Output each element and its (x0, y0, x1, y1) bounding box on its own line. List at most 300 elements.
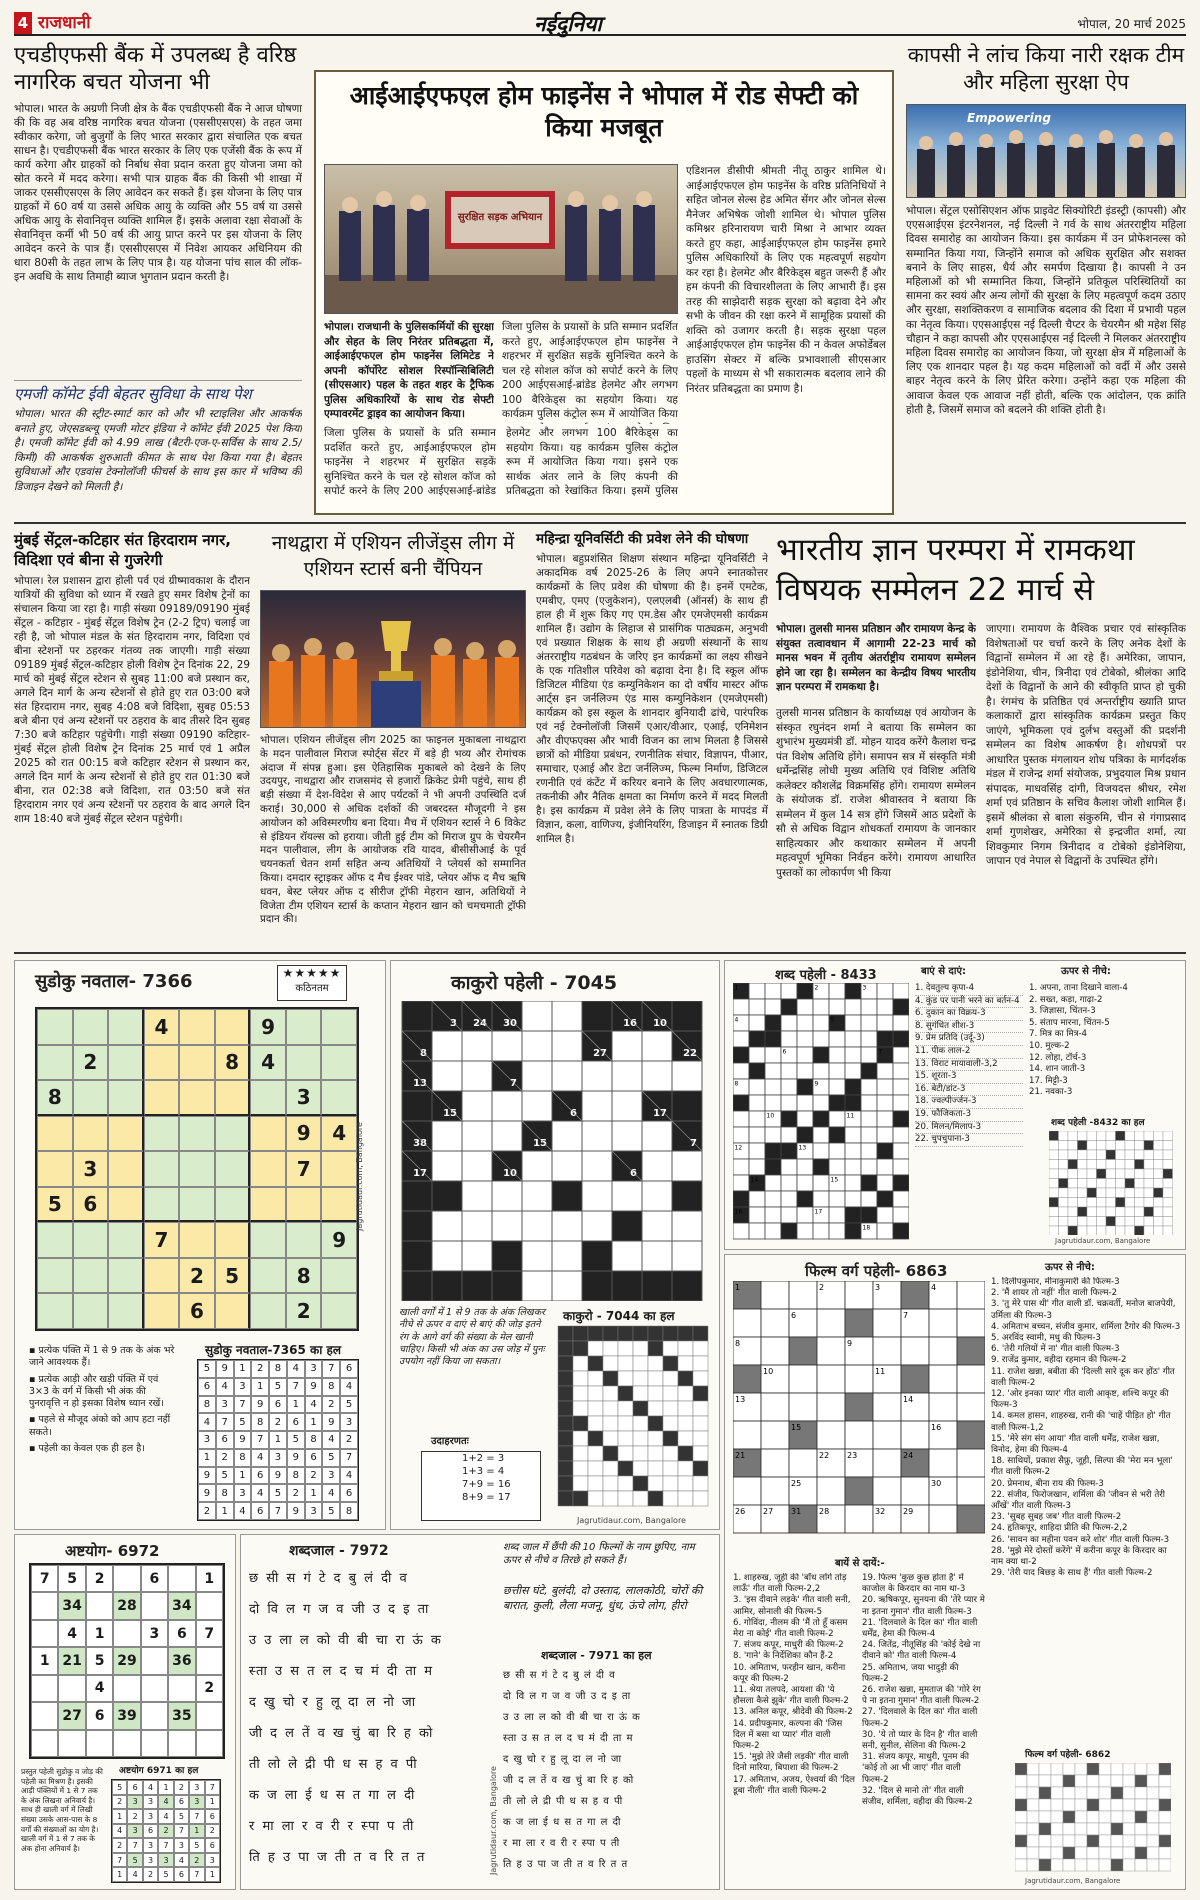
sudoku-cell[interactable] (37, 1151, 73, 1187)
kakuro-cell[interactable] (642, 1181, 672, 1211)
sudoku-cell[interactable] (73, 1009, 109, 1045)
sudoku-cell[interactable] (321, 1151, 357, 1187)
film-cell[interactable] (873, 1337, 901, 1365)
crossword-cell[interactable] (781, 1127, 797, 1143)
ashtayog-cell[interactable] (113, 1675, 140, 1702)
film-cell[interactable] (817, 1393, 845, 1421)
film-cell[interactable] (929, 1309, 957, 1337)
sudoku-cell[interactable] (321, 1045, 357, 1081)
ashtayog-cell[interactable] (113, 1565, 140, 1592)
crossword-cell[interactable] (765, 999, 781, 1015)
sudoku-cell[interactable] (286, 1045, 322, 1081)
crossword-cell[interactable] (781, 1063, 797, 1079)
crossword-cell[interactable] (733, 1063, 749, 1079)
ashtayog-cell[interactable] (196, 1702, 223, 1729)
crossword-cell[interactable] (829, 999, 845, 1015)
ashtayog-cell[interactable]: 3 (141, 1620, 168, 1647)
crossword-cell[interactable] (829, 1159, 845, 1175)
kakuro-cell[interactable] (552, 1241, 582, 1271)
crossword-cell[interactable] (893, 983, 909, 999)
crossword-cell[interactable] (829, 1031, 845, 1047)
ashtayog-cell[interactable] (196, 1730, 223, 1757)
sudoku-cell[interactable] (37, 1222, 73, 1258)
crossword-cell[interactable] (893, 1015, 909, 1031)
kakuro-cell[interactable] (462, 1181, 492, 1211)
crossword-cell[interactable] (893, 1159, 909, 1175)
crossword-cell[interactable] (733, 1127, 749, 1143)
kakuro-cell[interactable] (582, 1121, 612, 1151)
crossword-cell[interactable] (829, 1111, 845, 1127)
kakuro-cell[interactable] (462, 1121, 492, 1151)
crossword-cell[interactable] (765, 1127, 781, 1143)
crossword-cell[interactable] (813, 1031, 829, 1047)
kakuro-cell[interactable] (462, 1031, 492, 1061)
ashtayog-cell[interactable]: 6 (141, 1565, 168, 1592)
ashtayog-cell[interactable]: 4 (86, 1675, 113, 1702)
crossword-cell[interactable] (733, 1175, 749, 1191)
film-cell[interactable] (957, 1309, 985, 1337)
crossword-cell[interactable] (893, 1095, 909, 1111)
crossword-cell[interactable] (861, 1159, 877, 1175)
kakuro-cell[interactable] (582, 1151, 612, 1181)
crossword-cell[interactable] (845, 1143, 861, 1159)
ashtayog-cell[interactable]: 1 (196, 1565, 223, 1592)
crossword-cell[interactable] (893, 1207, 909, 1223)
crossword-cell[interactable] (781, 1175, 797, 1191)
sudoku-cell[interactable] (108, 1009, 144, 1045)
kakuro-cell[interactable] (522, 1151, 552, 1181)
crossword-cell[interactable] (877, 1175, 893, 1191)
sudoku-cell[interactable]: 3 (73, 1151, 109, 1187)
crossword-cell[interactable] (877, 1207, 893, 1223)
crossword-cell[interactable] (781, 1207, 797, 1223)
crossword-cell[interactable] (733, 1223, 749, 1239)
sudoku-cell[interactable] (286, 1009, 322, 1045)
sudoku-cell[interactable] (250, 1080, 286, 1116)
kakuro-cell[interactable] (612, 1241, 642, 1271)
crossword-cell[interactable] (861, 1095, 877, 1111)
sudoku-cell[interactable] (144, 1045, 180, 1081)
ashtayog-cell[interactable]: 29 (113, 1647, 140, 1674)
crossword-cell[interactable] (749, 983, 765, 999)
film-cell[interactable] (817, 1421, 845, 1449)
crossword-cell[interactable] (861, 1047, 877, 1063)
kakuro-cell[interactable] (582, 1061, 612, 1091)
sudoku-cell[interactable] (179, 1080, 215, 1116)
kakuro-cell[interactable] (522, 1061, 552, 1091)
crossword-cell[interactable] (829, 1047, 845, 1063)
kakuro-cell[interactable] (612, 1091, 642, 1121)
sudoku-cell[interactable] (108, 1293, 144, 1329)
sudoku-cell[interactable]: 9 (321, 1222, 357, 1258)
kakuro-cell[interactable] (672, 1211, 702, 1241)
ashtayog-cell[interactable] (31, 1620, 58, 1647)
ashtayog-cell[interactable] (31, 1730, 58, 1757)
crossword-cell[interactable] (845, 1047, 861, 1063)
kakuro-cell[interactable] (642, 1211, 672, 1241)
crossword-cell[interactable] (781, 1015, 797, 1031)
sudoku-cell[interactable] (286, 1187, 322, 1223)
film-cell[interactable] (817, 1365, 845, 1393)
crossword-cell[interactable] (797, 1207, 813, 1223)
crossword-cell[interactable] (861, 1079, 877, 1095)
crossword-cell[interactable] (813, 1175, 829, 1191)
sudoku-cell[interactable] (144, 1293, 180, 1329)
sudoku-cell[interactable] (250, 1293, 286, 1329)
crossword-cell[interactable] (813, 1015, 829, 1031)
sudoku-cell[interactable] (250, 1258, 286, 1294)
film-cell[interactable] (817, 1337, 845, 1365)
crossword-cell[interactable] (861, 1143, 877, 1159)
ashtayog-cell[interactable] (196, 1647, 223, 1674)
ashtayog-cell[interactable] (58, 1730, 85, 1757)
crossword-cell[interactable] (797, 1015, 813, 1031)
film-cell[interactable] (789, 1365, 817, 1393)
sudoku-cell[interactable] (144, 1258, 180, 1294)
film-cell[interactable] (789, 1393, 817, 1421)
sudoku-cell[interactable]: 4 (144, 1009, 180, 1045)
sudoku-cell[interactable] (286, 1222, 322, 1258)
film-cell[interactable] (957, 1449, 985, 1477)
ashtayog-cell[interactable]: 34 (58, 1592, 85, 1619)
sudoku-cell[interactable] (179, 1151, 215, 1187)
film-cell[interactable] (929, 1505, 957, 1533)
sudoku-cell[interactable] (215, 1009, 251, 1045)
kakuro-cell[interactable] (432, 1121, 462, 1151)
sudoku-cell[interactable] (215, 1116, 251, 1152)
sudoku-cell[interactable] (108, 1151, 144, 1187)
word-search-grid[interactable] (249, 1563, 475, 1883)
ashtayog-cell[interactable] (141, 1675, 168, 1702)
sudoku-cell[interactable] (215, 1151, 251, 1187)
ashtayog-cell[interactable]: 7 (196, 1620, 223, 1647)
sudoku-cell[interactable] (179, 1187, 215, 1223)
sudoku-cell[interactable] (144, 1080, 180, 1116)
crossword-cell[interactable] (781, 1159, 797, 1175)
kakuro-cell[interactable] (432, 1151, 462, 1181)
crossword-cell[interactable] (845, 1015, 861, 1031)
ashtayog-cell[interactable] (113, 1730, 140, 1757)
crossword-cell[interactable] (861, 1031, 877, 1047)
sudoku-cell[interactable]: 9 (286, 1116, 322, 1152)
film-cell[interactable] (957, 1393, 985, 1421)
sudoku-cell[interactable]: 3 (286, 1080, 322, 1116)
ashtayog-cell[interactable]: 5 (86, 1647, 113, 1674)
crossword-cell[interactable] (733, 1111, 749, 1127)
crossword-cell[interactable] (749, 1111, 765, 1127)
sudoku-cell[interactable] (179, 1045, 215, 1081)
crossword-cell[interactable] (765, 1047, 781, 1063)
film-cell[interactable] (761, 1421, 789, 1449)
crossword-cell[interactable] (877, 1223, 893, 1239)
sudoku-cell[interactable]: 8 (37, 1080, 73, 1116)
crossword-cell[interactable] (765, 1175, 781, 1191)
kakuro-cell[interactable] (612, 1031, 642, 1061)
sudoku-cell[interactable] (250, 1151, 286, 1187)
crossword-cell[interactable] (765, 1095, 781, 1111)
kakuro-cell[interactable] (582, 1091, 612, 1121)
crossword-cell[interactable] (749, 1191, 765, 1207)
kakuro-cell[interactable] (462, 1091, 492, 1121)
crossword-cell[interactable] (845, 1175, 861, 1191)
ashtayog-cell[interactable] (141, 1592, 168, 1619)
crossword-cell[interactable] (813, 1143, 829, 1159)
film-cell[interactable] (929, 1337, 957, 1365)
film-cell[interactable] (957, 1281, 985, 1309)
crossword-cell[interactable] (813, 1223, 829, 1239)
kakuro-cell[interactable] (432, 1031, 462, 1061)
kakuro-cell[interactable] (522, 1001, 552, 1031)
sudoku-cell[interactable] (108, 1080, 144, 1116)
kakuro-cell[interactable] (522, 1091, 552, 1121)
sudoku-cell[interactable] (73, 1116, 109, 1152)
sudoku-cell[interactable] (73, 1258, 109, 1294)
film-cell[interactable] (929, 1449, 957, 1477)
sudoku-cell[interactable]: 2 (73, 1045, 109, 1081)
crossword-cell[interactable] (829, 983, 845, 999)
sudoku-cell[interactable] (37, 1258, 73, 1294)
ashtayog-cell[interactable]: 35 (168, 1702, 195, 1729)
crossword-cell[interactable] (813, 999, 829, 1015)
crossword-cell[interactable] (797, 1047, 813, 1063)
ashtayog-cell[interactable]: 36 (168, 1647, 195, 1674)
crossword-cell[interactable] (877, 983, 893, 999)
crossword-cell[interactable] (765, 1063, 781, 1079)
film-cell[interactable] (873, 1449, 901, 1477)
ashtayog-cell[interactable]: 6 (168, 1620, 195, 1647)
sudoku-cell[interactable] (144, 1151, 180, 1187)
crossword-cell[interactable] (829, 1207, 845, 1223)
sudoku-cell[interactable] (108, 1258, 144, 1294)
sudoku-grid[interactable] (35, 1007, 359, 1331)
film-cell[interactable] (901, 1421, 929, 1449)
crossword-cell[interactable] (781, 1191, 797, 1207)
film-cell[interactable] (873, 1421, 901, 1449)
kakuro-cell[interactable] (432, 1061, 462, 1091)
film-cell[interactable] (789, 1449, 817, 1477)
sudoku-cell[interactable] (215, 1080, 251, 1116)
crossword-cell[interactable] (765, 983, 781, 999)
ashtayog-cell[interactable]: 4 (58, 1620, 85, 1647)
kakuro-cell[interactable] (462, 1241, 492, 1271)
kakuro-cell[interactable] (462, 1151, 492, 1181)
crossword-cell[interactable] (861, 1191, 877, 1207)
sudoku-cell[interactable]: 5 (215, 1258, 251, 1294)
film-cell[interactable] (845, 1421, 873, 1449)
crossword-cell[interactable] (877, 1127, 893, 1143)
ashtayog-cell[interactable]: 7 (31, 1565, 58, 1592)
crossword-cell[interactable] (877, 1063, 893, 1079)
kakuro-cell[interactable] (492, 1091, 522, 1121)
ashtayog-cell[interactable]: 27 (58, 1702, 85, 1729)
crossword-cell[interactable] (765, 1079, 781, 1095)
kakuro-cell[interactable] (612, 1181, 642, 1211)
kakuro-cell[interactable] (492, 1181, 522, 1211)
sudoku-cell[interactable]: 5 (37, 1187, 73, 1223)
kakuro-cell[interactable] (462, 1061, 492, 1091)
kakuro-cell[interactable] (642, 1121, 672, 1151)
sudoku-cell[interactable]: 8 (286, 1258, 322, 1294)
film-cell[interactable] (733, 1421, 761, 1449)
sudoku-cell[interactable]: 2 (286, 1293, 322, 1329)
crossword-cell[interactable] (733, 1159, 749, 1175)
sudoku-cell[interactable]: 2 (179, 1258, 215, 1294)
crossword-cell[interactable] (845, 1063, 861, 1079)
crossword-cell[interactable] (893, 1063, 909, 1079)
ashtayog-cell[interactable] (168, 1730, 195, 1757)
crossword-cell[interactable] (845, 1159, 861, 1175)
kakuro-cell[interactable] (552, 1151, 582, 1181)
sudoku-cell[interactable] (108, 1222, 144, 1258)
film-cell[interactable] (761, 1477, 789, 1505)
kakuro-cell[interactable] (642, 1241, 672, 1271)
kakuro-cell[interactable] (552, 1001, 582, 1031)
sudoku-cell[interactable] (37, 1045, 73, 1081)
crossword-cell[interactable] (893, 1127, 909, 1143)
sudoku-cell[interactable]: 6 (73, 1187, 109, 1223)
kakuro-cell[interactable] (672, 1241, 702, 1271)
film-cell[interactable] (901, 1337, 929, 1365)
crossword-cell[interactable] (893, 1079, 909, 1095)
sudoku-cell[interactable] (250, 1187, 286, 1223)
crossword-cell[interactable] (749, 1223, 765, 1239)
film-cell[interactable] (957, 1477, 985, 1505)
kakuro-cell[interactable] (642, 1031, 672, 1061)
ashtayog-cell[interactable]: 28 (113, 1592, 140, 1619)
crossword-cell[interactable] (829, 1143, 845, 1159)
crossword-cell[interactable] (733, 1031, 749, 1047)
ashtayog-grid[interactable] (29, 1563, 225, 1759)
kakuro-cell[interactable] (522, 1181, 552, 1211)
sudoku-cell[interactable] (37, 1116, 73, 1152)
crossword-cell[interactable] (813, 1191, 829, 1207)
crossword-cell[interactable] (797, 1223, 813, 1239)
crossword-cell[interactable] (781, 983, 797, 999)
ashtayog-cell[interactable] (141, 1702, 168, 1729)
kakuro-cell[interactable] (522, 1241, 552, 1271)
ashtayog-cell[interactable]: 5 (58, 1565, 85, 1592)
crossword-cell[interactable] (781, 1079, 797, 1095)
ashtayog-cell[interactable] (141, 1647, 168, 1674)
ashtayog-cell[interactable] (168, 1675, 195, 1702)
kakuro-cell[interactable] (522, 1031, 552, 1061)
crossword-cell[interactable] (749, 1127, 765, 1143)
film-cell[interactable] (845, 1505, 873, 1533)
sudoku-cell[interactable] (250, 1222, 286, 1258)
crossword-cell[interactable] (749, 1095, 765, 1111)
sudoku-cell[interactable]: 8 (215, 1045, 251, 1081)
ashtayog-cell[interactable] (31, 1702, 58, 1729)
crossword-cell[interactable] (829, 1063, 845, 1079)
crossword-cell[interactable] (877, 1079, 893, 1095)
kakuro-cell[interactable] (642, 1061, 672, 1091)
sudoku-cell[interactable] (73, 1080, 109, 1116)
kakuro-cell[interactable] (582, 1211, 612, 1241)
crossword-cell[interactable] (829, 1079, 845, 1095)
film-cell[interactable] (733, 1309, 761, 1337)
film-cell[interactable] (957, 1365, 985, 1393)
crossword-cell[interactable] (781, 1031, 797, 1047)
crossword-cell[interactable] (749, 999, 765, 1015)
sudoku-cell[interactable]: 6 (179, 1293, 215, 1329)
kakuro-cell[interactable] (432, 1211, 462, 1241)
kakuro-cell[interactable] (552, 1061, 582, 1091)
crossword-cell[interactable] (797, 1095, 813, 1111)
sudoku-cell[interactable]: 9 (250, 1009, 286, 1045)
film-cell[interactable] (789, 1281, 817, 1309)
crossword-cell[interactable] (749, 1047, 765, 1063)
kakuro-cell[interactable] (582, 1181, 612, 1211)
crossword-cell[interactable] (877, 1111, 893, 1127)
kakuro-cell[interactable] (612, 1121, 642, 1151)
crossword-cell[interactable] (861, 999, 877, 1015)
crossword-grid[interactable] (733, 983, 909, 1247)
crossword-cell[interactable] (813, 1127, 829, 1143)
sudoku-cell[interactable] (37, 1293, 73, 1329)
crossword-cell[interactable] (813, 1095, 829, 1111)
crossword-cell[interactable] (893, 1191, 909, 1207)
sudoku-cell[interactable] (179, 1116, 215, 1152)
film-cell[interactable] (761, 1309, 789, 1337)
ashtayog-cell[interactable] (58, 1675, 85, 1702)
crossword-cell[interactable] (765, 1223, 781, 1239)
film-cell[interactable] (845, 1281, 873, 1309)
ashtayog-cell[interactable]: 21 (58, 1647, 85, 1674)
sudoku-cell[interactable] (179, 1222, 215, 1258)
kakuro-cell[interactable] (462, 1211, 492, 1241)
sudoku-cell[interactable] (37, 1009, 73, 1045)
crossword-cell[interactable] (877, 1015, 893, 1031)
sudoku-cell[interactable] (250, 1116, 286, 1152)
kakuro-grid[interactable] (401, 1001, 711, 1301)
film-cell[interactable] (901, 1477, 929, 1505)
crossword-cell[interactable] (749, 1159, 765, 1175)
ashtayog-cell[interactable] (31, 1675, 58, 1702)
sudoku-cell[interactable] (108, 1116, 144, 1152)
crossword-cell[interactable] (861, 1127, 877, 1143)
kakuro-cell[interactable] (432, 1241, 462, 1271)
crossword-cell[interactable] (797, 1111, 813, 1127)
crossword-cell[interactable] (765, 1191, 781, 1207)
crossword-cell[interactable] (877, 1095, 893, 1111)
kakuro-cell[interactable] (672, 1151, 702, 1181)
kakuro-cell[interactable] (672, 1061, 702, 1091)
ashtayog-cell[interactable]: 1 (31, 1647, 58, 1674)
film-cell[interactable] (761, 1393, 789, 1421)
film-cell[interactable] (817, 1309, 845, 1337)
sudoku-cell[interactable]: 7 (144, 1222, 180, 1258)
sudoku-cell[interactable] (179, 1009, 215, 1045)
film-cell[interactable] (873, 1309, 901, 1337)
film-cell[interactable] (733, 1477, 761, 1505)
sudoku-cell[interactable] (321, 1187, 357, 1223)
ashtayog-cell[interactable] (168, 1565, 195, 1592)
film-puzzle-grid[interactable] (733, 1281, 985, 1551)
film-cell[interactable] (873, 1477, 901, 1505)
sudoku-cell[interactable]: 4 (321, 1116, 357, 1152)
film-cell[interactable] (761, 1337, 789, 1365)
ashtayog-cell[interactable] (113, 1620, 140, 1647)
kakuro-cell[interactable] (492, 1121, 522, 1151)
crossword-cell[interactable] (749, 1079, 765, 1095)
crossword-cell[interactable] (781, 1095, 797, 1111)
crossword-cell[interactable] (877, 999, 893, 1015)
ashtayog-cell[interactable] (196, 1592, 223, 1619)
crossword-cell[interactable] (877, 1159, 893, 1175)
crossword-cell[interactable] (845, 1127, 861, 1143)
crossword-cell[interactable] (845, 1191, 861, 1207)
film-cell[interactable] (761, 1281, 789, 1309)
